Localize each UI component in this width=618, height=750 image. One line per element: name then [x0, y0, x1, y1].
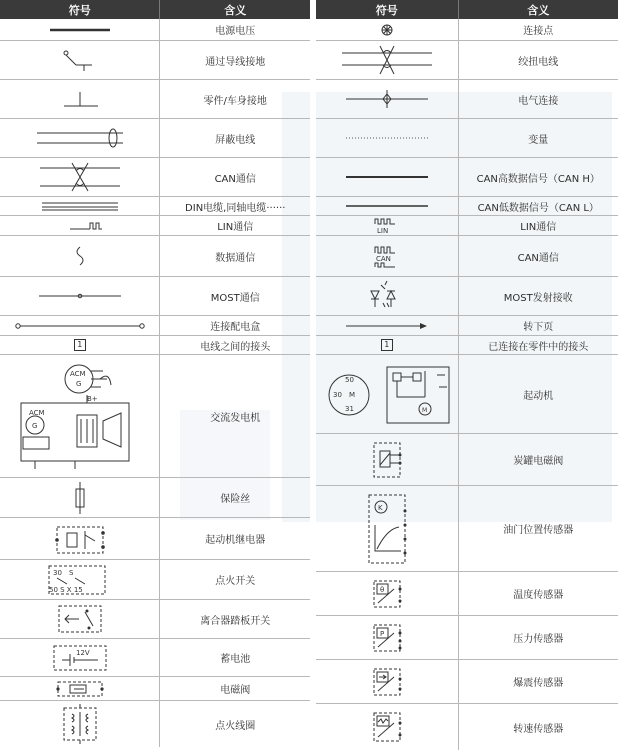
- table-row: [0, 600, 310, 639]
- ground-via-wire-icon: [0, 41, 160, 79]
- row-meaning: 数据通信: [215, 252, 256, 264]
- ignition-switch-icon: [0, 560, 160, 599]
- shielded-wire-icon: [0, 119, 160, 157]
- table-row: [316, 572, 618, 616]
- most-line-icon: [0, 277, 160, 315]
- row-meaning: 起动机: [523, 390, 554, 402]
- row-meaning: 保险丝: [220, 494, 251, 505]
- speed-sensor-icon: [316, 704, 459, 750]
- starter-label-30: 30: [332, 391, 342, 399]
- can-high-line-icon: [316, 158, 459, 196]
- twisted-wire-icon: [316, 41, 459, 79]
- starter-motor-m: M: [421, 407, 427, 414]
- table-row: [0, 336, 310, 355]
- table-header-left: [0, 0, 310, 19]
- can-low-line-icon: [316, 197, 459, 215]
- row-meaning: CAN通信: [517, 252, 559, 264]
- lin-text: LIN: [376, 226, 388, 235]
- table-row: [316, 80, 618, 119]
- table-row: [0, 478, 310, 518]
- ignition-label-s: S: [68, 568, 74, 577]
- row-meaning: 通过导线接地: [205, 56, 266, 68]
- row-meaning: MOST发射接收: [503, 292, 573, 304]
- body-ground-icon: [0, 80, 160, 118]
- table-row: [0, 197, 310, 216]
- table-row: [0, 701, 310, 747]
- row-meaning: CAN低数据信号（CAN L）: [477, 202, 599, 214]
- row-meaning: 电磁阀: [220, 685, 251, 696]
- starter-label-50: 50: [344, 376, 354, 384]
- row-meaning: 温度传感器: [513, 590, 564, 601]
- can-text: CAN: [375, 255, 391, 263]
- can-twisted-wire-icon: [0, 158, 160, 196]
- knock-sensor-icon: [316, 660, 459, 703]
- alternator-label-g: G: [75, 380, 82, 388]
- row-meaning: MOST通信: [210, 292, 260, 304]
- table-row: [316, 277, 618, 316]
- row-meaning: 连接配电盒: [210, 322, 261, 333]
- table-row: [316, 660, 618, 704]
- ignition-label-30: 30: [52, 568, 62, 577]
- electrical-connection-icon: [316, 80, 459, 118]
- row-meaning: 点火开关: [215, 576, 256, 587]
- row-meaning: 炭罐电磁阀: [513, 456, 564, 467]
- row-meaning: 交流发电机: [210, 412, 261, 424]
- table-row: [316, 41, 618, 80]
- table-row: [0, 677, 310, 701]
- table-row: [0, 19, 310, 41]
- table-row: [0, 277, 310, 316]
- row-meaning: CAN通信: [214, 173, 256, 185]
- connector-box-icon: [316, 336, 459, 354]
- connector-number: 1: [74, 339, 86, 351]
- row-meaning: 起动机继电器: [205, 535, 266, 546]
- pressure-sensor-icon: [316, 616, 459, 659]
- table-row: [316, 336, 618, 355]
- row-meaning: LIN通信: [217, 222, 254, 233]
- table-row: [0, 80, 310, 119]
- variable-dotted-icon: [316, 119, 459, 157]
- row-meaning: 蓄电池: [220, 654, 251, 665]
- table-row: [0, 355, 310, 478]
- temperature-sensor-icon: [316, 572, 459, 615]
- connection-point-icon: [316, 19, 459, 40]
- row-meaning: 变量: [528, 134, 549, 146]
- lin-signal-icon: [0, 216, 160, 235]
- column-divider: [310, 0, 316, 738]
- row-meaning: 电线之间的接头: [200, 341, 271, 353]
- table-header-right: [316, 0, 618, 19]
- symbol-table-right: [316, 0, 618, 750]
- table-row: [0, 518, 310, 560]
- table-row: [316, 316, 618, 336]
- throttle-k-label: K: [377, 503, 383, 512]
- table-row: [0, 560, 310, 600]
- alternator-label-acm-bottom: ACM: [28, 409, 45, 417]
- row-meaning: 爆震传感器: [513, 678, 564, 689]
- row-meaning: 绞扭电线: [518, 56, 559, 68]
- table-row: [0, 216, 310, 236]
- clutch-switch-icon: [0, 600, 160, 638]
- alternator-label-g-bottom: G: [31, 422, 38, 430]
- ignition-coil-icon: [0, 701, 160, 747]
- starter-label-31: 31: [344, 405, 354, 413]
- throttle-sensor-icon: [316, 486, 459, 571]
- distribution-box-line-icon: [0, 316, 160, 335]
- starter-motor-icon: [316, 355, 459, 433]
- header-meaning: 含义: [527, 3, 550, 17]
- row-meaning: 压力传感器: [513, 634, 564, 645]
- battery-label: 12V: [75, 648, 90, 657]
- table-row: [316, 616, 618, 660]
- row-meaning: 电气连接: [518, 95, 559, 107]
- row-meaning: 零件/车身接地: [203, 95, 267, 107]
- connector-number: 1: [381, 339, 393, 351]
- solenoid-valve-icon: [0, 677, 160, 700]
- table-row: [316, 119, 618, 158]
- row-meaning: 屏蔽电线: [215, 134, 256, 146]
- table-row: [316, 19, 618, 41]
- battery-icon: [0, 639, 160, 676]
- row-meaning: 油门位置传感器: [503, 525, 574, 536]
- row-meaning: DIN电缆,同轴电缆······: [185, 202, 286, 214]
- table-row: [316, 236, 618, 277]
- canister-valve-icon: [316, 434, 459, 485]
- arrow-right-icon: [316, 316, 459, 335]
- alternator-label-acm: ACM: [69, 370, 86, 378]
- table-row: [316, 158, 618, 197]
- row-meaning: 已连接在零件中的接头: [488, 341, 589, 353]
- alternator-label-bplus: B+: [86, 395, 98, 403]
- lin-label-icon: [316, 216, 459, 235]
- table-row: [0, 119, 310, 158]
- data-wave-icon: [0, 236, 160, 276]
- table-row: [0, 236, 310, 277]
- header-symbol: 符号: [316, 0, 459, 19]
- row-meaning: 转速传感器: [513, 723, 564, 735]
- table-row: [316, 486, 618, 572]
- table-row: [316, 704, 618, 750]
- row-meaning: 电源电压: [215, 26, 256, 37]
- row-meaning: LIN通信: [520, 222, 557, 233]
- supply-voltage-icon: [0, 19, 160, 40]
- symbol-table-left: [0, 0, 310, 747]
- row-meaning: 连接点: [523, 26, 554, 37]
- table-row: [0, 316, 310, 336]
- header-symbol: 符号: [0, 0, 160, 19]
- connector-box-icon: [0, 336, 160, 354]
- starter-relay-icon: [0, 518, 160, 559]
- row-meaning: 转下页: [523, 322, 554, 333]
- coax-cable-icon: [0, 197, 160, 215]
- most-transceiver-icon: [316, 277, 459, 315]
- table-row: [316, 197, 618, 216]
- row-meaning: 点火线圈: [215, 720, 256, 732]
- table-row: [316, 434, 618, 486]
- table-row: [0, 158, 310, 197]
- table-row: [0, 639, 310, 677]
- pressure-label: P: [379, 629, 384, 638]
- table-row: [0, 41, 310, 80]
- table-row: [316, 216, 618, 236]
- fuse-icon: [0, 478, 160, 517]
- starter-label-m: M: [348, 391, 355, 399]
- row-meaning: CAN高数据信号（CAN H）: [476, 173, 600, 185]
- ignition-label-bottom: 50 S X 15: [48, 585, 83, 594]
- can-label-icon: [316, 236, 459, 276]
- header-meaning: 含义: [224, 3, 247, 17]
- temperature-label: θ: [379, 585, 385, 594]
- alternator-icon: [0, 355, 160, 477]
- row-meaning: 离合器踏板开关: [200, 615, 271, 627]
- table-row: [316, 355, 618, 434]
